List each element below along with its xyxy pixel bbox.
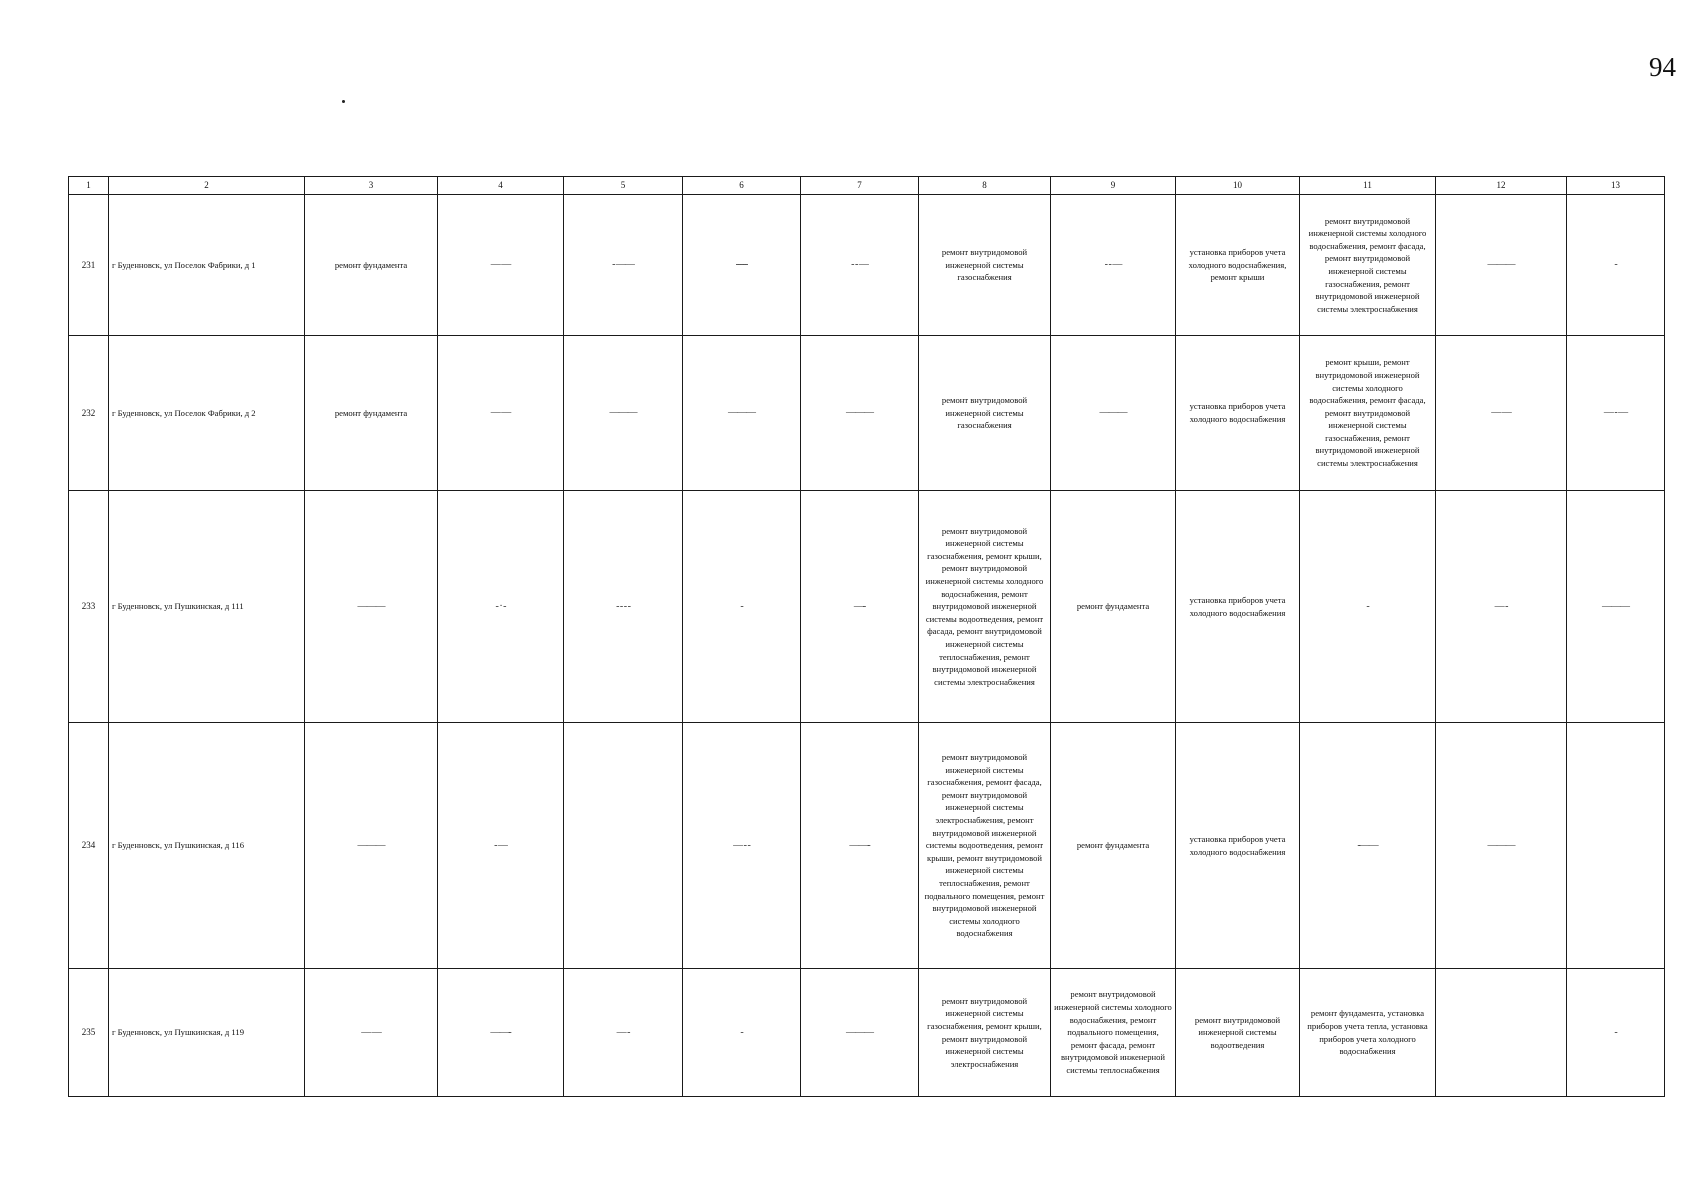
address-cell: г Буденновск, ул Пушкинская, д 119 xyxy=(109,969,305,1097)
cell-col4 xyxy=(438,491,564,723)
dash-mark: - xyxy=(740,600,743,612)
cell-col13 xyxy=(1567,723,1665,969)
cell-col13 xyxy=(1567,491,1665,723)
dash-mark: ——— xyxy=(1487,259,1515,271)
dash-mark: ——— xyxy=(1487,839,1515,851)
dash-mark: - xyxy=(740,1026,743,1038)
dash-mark: ——— xyxy=(728,407,755,419)
scan-speck xyxy=(342,100,345,103)
dash-mark: - xyxy=(1614,259,1617,271)
cell-col8: ремонт внутридомовой инженерной системы газоснабжения xyxy=(919,336,1051,491)
cell-col3 xyxy=(305,491,438,723)
dash-mark: — - xyxy=(1494,600,1508,612)
cell-col13 xyxy=(1567,969,1665,1097)
dash-mark: — — xyxy=(490,259,511,271)
cell-col8: ремонт внутридомовой инженерной системы газоснабжения, ремонт крыши, ремонт внутридомовой инженерной системы холодного водоснабжения, ремонт внутридомовой инженерной системы водоотведения, ремонт фасада, ремонт внутридомовой инженерной системы теплоснабжения, ремонт внутридомовой инженерной системы электроснабжения xyxy=(919,491,1051,723)
column-number: 7 xyxy=(801,177,919,195)
table-row xyxy=(69,969,1665,1097)
cell-col3 xyxy=(305,969,438,1097)
cell-col9: ремонт внутридомовой инженерной системы холодного водоснабжения, ремонт подвального помещения, ремонт фасада, ремонт внутридомовой инженерной системы теплоснабжения xyxy=(1051,969,1176,1097)
cell-col5 xyxy=(564,336,683,491)
dash-mark: —- xyxy=(853,600,866,612)
cell-col6 xyxy=(683,491,801,723)
cell-col6 xyxy=(683,195,801,336)
cell-col7 xyxy=(801,336,919,491)
column-number: 13 xyxy=(1567,177,1665,195)
cell-col11 xyxy=(1300,491,1436,723)
cell-col7 xyxy=(801,723,919,969)
cell-col6 xyxy=(683,336,801,491)
dash-mark: ——— xyxy=(846,1026,873,1038)
dash-mark: -—— xyxy=(1357,839,1378,851)
cell-col5 xyxy=(564,969,683,1097)
cell-col13 xyxy=(1567,195,1665,336)
row-number: 235 xyxy=(69,969,109,1097)
page-number: 94 xyxy=(1649,52,1676,82)
dash-mark: - xyxy=(1614,1026,1617,1038)
cell-col10: установка приборов учета холодного водоснабжения xyxy=(1176,723,1300,969)
cell-col11: ремонт внутридомовой инженерной системы холодного водоснабжения, ремонт фасада, ремонт внутридомовой инженерной системы газоснабжения, ремонт внутридомовой инженерной системы электроснабжения xyxy=(1300,195,1436,336)
cell-col13 xyxy=(1567,336,1665,491)
column-number: 6 xyxy=(683,177,801,195)
column-number: 2 xyxy=(109,177,305,195)
cell-col6 xyxy=(683,969,801,1097)
dash-mark: - - — xyxy=(1104,259,1122,271)
row-number: 234 xyxy=(69,723,109,969)
address-cell: г Буденновск, ул Пушкинская, д 116 xyxy=(109,723,305,969)
table-row xyxy=(69,491,1665,723)
cell-col10: установка приборов учета холодного водоснабжения xyxy=(1176,491,1300,723)
cell-col7 xyxy=(801,491,919,723)
table-row xyxy=(69,336,1665,491)
cell-col8: ремонт внутридомовой инженерной системы газоснабжения, ремонт фасада, ремонт внутридомовой инженерной системы электроснабжения, ремонт внутридомовой инженерной системы водоотведения, ремонт крыши, ремонт внутридомовой инженерной системы теплоснабжения, ремонт подвального помещения, ремонт внутридомовой инженерной системы холодного водоснабжения xyxy=(919,723,1051,969)
dash-mark: — - — xyxy=(1603,407,1628,419)
cell-col4 xyxy=(438,723,564,969)
cell-col12 xyxy=(1436,336,1567,491)
cell-col5 xyxy=(564,491,683,723)
dash-mark: — — xyxy=(490,407,511,419)
cell-col12 xyxy=(1436,195,1567,336)
column-number: 4 xyxy=(438,177,564,195)
cell-col7 xyxy=(801,195,919,336)
dash-mark: — - - xyxy=(733,839,750,851)
cell-col3: ремонт фундамента xyxy=(305,195,438,336)
dash-mark: — - xyxy=(616,1026,630,1038)
dash-mark: ——— xyxy=(1602,600,1629,612)
cell-col10: установка приборов учета холодного водоснабжения xyxy=(1176,336,1300,491)
cell-col12 xyxy=(1436,491,1567,723)
cell-col5 xyxy=(564,723,683,969)
cell-col11: ремонт крыши, ремонт внутридомовой инженерной системы холодного водоснабжения, ремонт фасада, ремонт внутридомовой инженерной системы газоснабжения, ремонт внутридомовой инженерной системы электроснабжения xyxy=(1300,336,1436,491)
cell-col4 xyxy=(438,195,564,336)
cell-col11: ремонт фундамента, установка приборов учета тепла, установка приборов учета холодного водоснабжения xyxy=(1300,969,1436,1097)
dash-mark: — — xyxy=(1491,407,1511,419)
row-number: 231 xyxy=(69,195,109,336)
dash-mark: ——— xyxy=(357,600,385,612)
cell-col4 xyxy=(438,336,564,491)
cell-col4 xyxy=(438,969,564,1097)
dash-mark: - - — xyxy=(851,259,868,271)
cell-col10: установка приборов учета холодного водоснабжения, ремонт крыши xyxy=(1176,195,1300,336)
dash-mark: - xyxy=(1366,600,1369,612)
cell-col10: ремонт внутридомовой инженерной системы водоотведения xyxy=(1176,969,1300,1097)
column-number: 5 xyxy=(564,177,683,195)
dash-mark: - - - - xyxy=(616,600,630,612)
row-number: 232 xyxy=(69,336,109,491)
cell-col8: ремонт внутридомовой инженерной системы газоснабжения, ремонт крыши, ремонт внутридомовой инженерной системы электроснабжения xyxy=(919,969,1051,1097)
dash-mark: ——- xyxy=(490,1026,511,1038)
cell-col9 xyxy=(1051,336,1176,491)
column-number: 11 xyxy=(1300,177,1436,195)
address-cell: г Буденновск, ул Пушкинская, д 111 xyxy=(109,491,305,723)
column-number: 9 xyxy=(1051,177,1176,195)
dash-mark: - · - xyxy=(495,600,506,612)
column-number: 3 xyxy=(305,177,438,195)
dash-mark: ——— xyxy=(609,407,637,419)
dash-mark: ----- xyxy=(735,259,748,271)
cell-col12 xyxy=(1436,969,1567,1097)
cell-col11 xyxy=(1300,723,1436,969)
cell-col6 xyxy=(683,723,801,969)
address-cell: г Буденновск, ул Поселок Фабрики, д 2 xyxy=(109,336,305,491)
cell-col8: ремонт внутридомовой инженерной системы газоснабжения xyxy=(919,195,1051,336)
column-number: 10 xyxy=(1176,177,1300,195)
cell-col7 xyxy=(801,969,919,1097)
dash-mark: ——— xyxy=(846,407,873,419)
cell-col9: ремонт фундамента xyxy=(1051,723,1176,969)
cell-col3 xyxy=(305,723,438,969)
dash-mark: ——- xyxy=(849,839,870,851)
table-row xyxy=(69,195,1665,336)
dash-mark: — — xyxy=(361,1026,381,1038)
table-row xyxy=(69,723,1665,969)
cell-col3: ремонт фундамента xyxy=(305,336,438,491)
column-number: 8 xyxy=(919,177,1051,195)
dash-mark: - — xyxy=(494,839,507,851)
dash-mark: - —— xyxy=(612,259,634,271)
cell-col9: ремонт фундамента xyxy=(1051,491,1176,723)
column-number-row xyxy=(69,177,1665,195)
dash-mark: ——— xyxy=(357,839,385,851)
cell-col12 xyxy=(1436,723,1567,969)
dash-mark: ——— xyxy=(1099,407,1127,419)
address-cell: г Буденновск, ул Поселок Фабрики, д 1 xyxy=(109,195,305,336)
repair-schedule-table xyxy=(68,176,1665,1097)
column-number: 12 xyxy=(1436,177,1567,195)
cell-col9 xyxy=(1051,195,1176,336)
cell-col5 xyxy=(564,195,683,336)
row-number: 233 xyxy=(69,491,109,723)
column-number: 1 xyxy=(69,177,109,195)
